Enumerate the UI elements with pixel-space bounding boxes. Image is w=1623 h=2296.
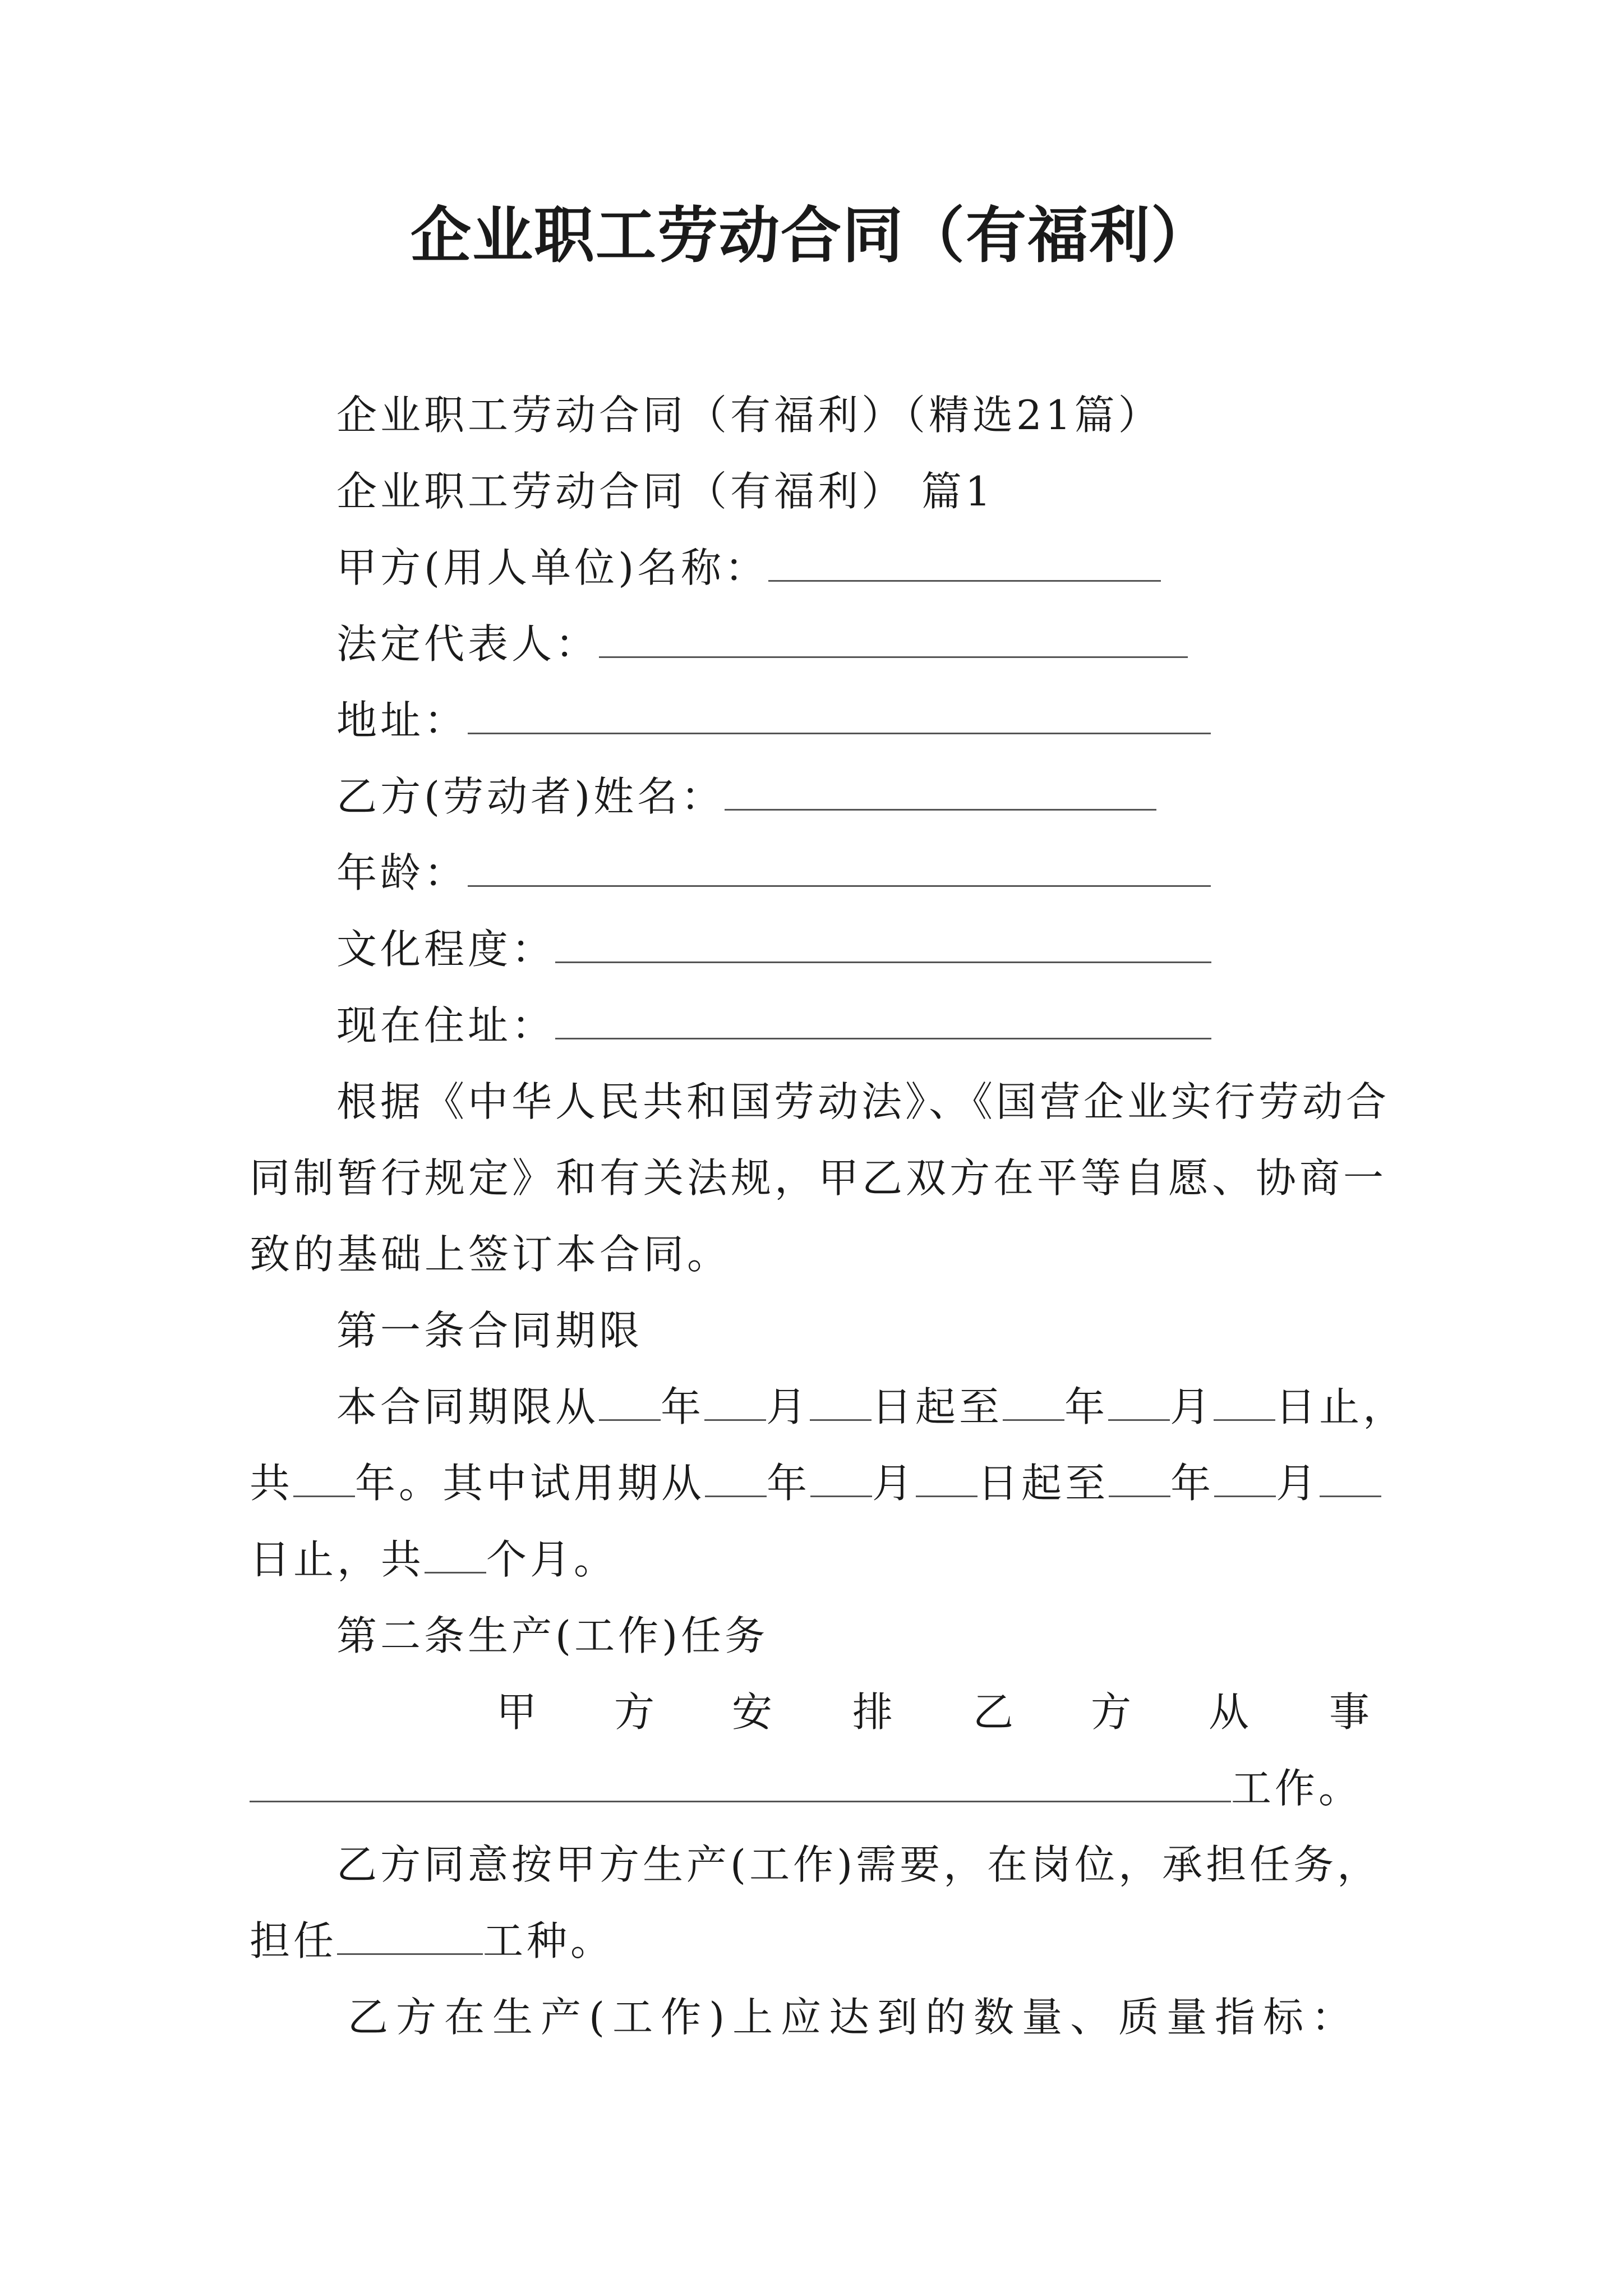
fill-blank[interactable] — [599, 620, 1188, 658]
spread-char: 排 — [852, 1688, 897, 1736]
spread-char: 方 — [614, 1688, 658, 1736]
fill-blank[interactable] — [810, 1383, 872, 1421]
text: 日起至 — [872, 1383, 1003, 1430]
fill-blank[interactable] — [468, 697, 1211, 734]
fill-blank[interactable] — [425, 1536, 486, 1573]
fill-blank[interactable] — [1214, 1460, 1276, 1497]
article-2-heading: 第二条生产(工作)任务 — [336, 1612, 769, 1659]
article-1-heading: 第一条合同期限 — [336, 1307, 643, 1354]
text: 工作。 — [1231, 1765, 1363, 1812]
field-label: 现在住址： — [336, 1002, 556, 1049]
fill-blank[interactable] — [1003, 1383, 1064, 1421]
field-label: 法定代表人： — [336, 620, 600, 668]
article-2-work-line — [250, 1760, 1362, 1816]
text: 个月。 — [486, 1536, 618, 1583]
fill-blank[interactable] — [1108, 1383, 1170, 1421]
text: 年 — [1170, 1460, 1215, 1507]
text: 日止， — [1275, 1383, 1407, 1430]
document-subtitle: 企业职工劳动合同（有福利）（精选21篇） — [336, 392, 1162, 439]
field-current-address — [336, 997, 1211, 1053]
field-label: 地址： — [336, 697, 468, 744]
fill-blank[interactable] — [1214, 1383, 1275, 1421]
field-address — [336, 692, 1211, 748]
text: 日起至 — [978, 1460, 1109, 1507]
fill-blank[interactable] — [555, 926, 1211, 963]
text: 月 — [872, 1460, 916, 1507]
article-2-para-2-line-2 — [250, 1913, 614, 1969]
field-label: 甲方(用人单位)名称： — [336, 544, 769, 591]
text: 本合同期限从 — [336, 1383, 600, 1430]
article-1-para-line-3 — [250, 1531, 617, 1588]
text: 年 — [1064, 1383, 1109, 1430]
fill-blank[interactable] — [1320, 1460, 1381, 1497]
text: 工种。 — [483, 1917, 615, 1964]
field-label: 年龄： — [336, 849, 468, 896]
text: 担任 — [250, 1917, 338, 1964]
field-label: 乙方(劳动者)姓名： — [336, 773, 725, 820]
fill-blank[interactable] — [704, 1383, 766, 1421]
article-1-para-line-1 — [336, 1379, 1407, 1435]
fill-blank[interactable] — [555, 1002, 1211, 1039]
article-2-para-3: 乙方在生产(工作)上应达到的数量、质量指标： — [348, 1994, 1360, 2041]
fill-blank[interactable] — [725, 773, 1156, 811]
chapter-heading: 企业职工劳动合同（有福利） 篇1 — [336, 468, 994, 515]
document-title: 企业职工劳动合同（有福利） — [410, 200, 1212, 271]
fill-blank[interactable] — [250, 1765, 1231, 1802]
spread-char: 从 — [1209, 1688, 1253, 1736]
preamble-line-3: 致的基础上签订本合同。 — [250, 1231, 731, 1278]
text: 共 — [250, 1460, 294, 1507]
article-2-para-2-line-1: 乙方同意按甲方生产(工作)需要，在岗位，承担任务， — [336, 1841, 1381, 1888]
field-party-a-name — [336, 540, 1161, 596]
spread-char: 乙 — [973, 1688, 1017, 1736]
article-1-para-line-2 — [250, 1455, 1381, 1511]
field-legal-rep — [336, 616, 1188, 672]
fill-blank[interactable] — [916, 1460, 978, 1497]
field-party-b-name — [336, 769, 1156, 825]
spread-char: 甲 — [496, 1688, 541, 1736]
text: 年 — [767, 1460, 811, 1507]
text: 年。其中试用期从 — [355, 1460, 706, 1507]
text: 月 — [1170, 1383, 1214, 1430]
text: 年 — [661, 1383, 705, 1430]
field-label: 文化程度： — [336, 926, 556, 973]
text: 月 — [1276, 1460, 1320, 1507]
text: 日止，共 — [250, 1536, 425, 1583]
fill-blank[interactable] — [1109, 1460, 1170, 1497]
fill-blank[interactable] — [599, 1383, 661, 1421]
field-education — [336, 921, 1211, 977]
text: 月 — [766, 1383, 810, 1430]
fill-blank[interactable] — [810, 1460, 872, 1497]
spread-char: 事 — [1329, 1688, 1373, 1736]
field-age — [336, 845, 1211, 901]
fill-blank[interactable] — [468, 849, 1211, 887]
preamble-line-2: 同制暂行规定》和有关法规，甲乙双方在平等自愿、协商一 — [250, 1154, 1387, 1202]
fill-blank[interactable] — [337, 1917, 483, 1955]
spread-char: 安 — [732, 1688, 776, 1736]
spread-char: 方 — [1091, 1688, 1135, 1736]
preamble-line-1: 根据《中华人民共和国劳动法》、《国营企业实行劳动合 — [336, 1078, 1390, 1125]
fill-blank[interactable] — [768, 544, 1161, 582]
fill-blank[interactable] — [293, 1460, 355, 1497]
fill-blank[interactable] — [705, 1460, 767, 1497]
